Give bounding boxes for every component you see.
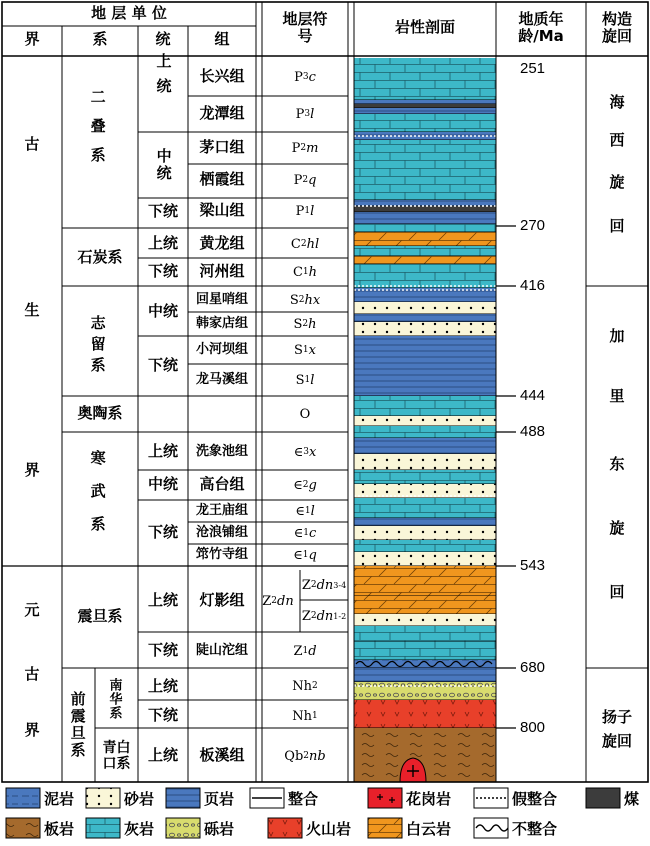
legend-label-shale: 页岩 <box>204 789 235 808</box>
series-c1: 下统 <box>147 262 178 281</box>
formation-changxing: 长兴组 <box>199 67 245 86</box>
litho-layer-cong <box>354 682 496 700</box>
system-cambrian: 寒武系 <box>88 449 107 549</box>
cycle-yangtze-line-2: 旋回 <box>601 732 632 751</box>
symbol-dengying-upper-member: Z 2 dn 3-4 <box>301 577 347 593</box>
litho-layer-shale <box>354 518 496 526</box>
erathem-paleozoic-char-1: 古 <box>24 135 40 154</box>
legend-swatch-unconformity <box>474 818 508 838</box>
litho-layer-lime <box>354 470 496 484</box>
age-label: 444 <box>520 387 546 404</box>
header-series: 统 <box>155 30 171 49</box>
litho-layer-sand <box>354 302 496 314</box>
legend-label-disconformity: 假整合 <box>512 789 558 808</box>
litho-layer-lime <box>354 58 496 100</box>
formation-huixingshao: 回星哨组 <box>195 291 248 307</box>
legend-swatch-mudstone <box>6 788 40 808</box>
header-formation: 组 <box>214 30 230 49</box>
series-s2: 中统 <box>147 302 178 321</box>
symbol-O: O <box>299 406 311 422</box>
age-label: 800 <box>520 719 546 736</box>
erathem-paleozoic-char-3: 界 <box>24 461 40 480</box>
formation-qixia: 栖霞组 <box>199 170 245 189</box>
series-p1: 下统 <box>147 202 178 221</box>
erathem-proterozoic-char-2: 古 <box>24 665 40 684</box>
cycle-caledonian-char-4: 旋 <box>609 519 625 538</box>
litho-layer-shale <box>354 212 496 224</box>
symbol-dengying: Z 2 dn <box>262 593 294 609</box>
formation-gaotai: 高台组 <box>199 475 245 494</box>
cycle-yangtze-line-1: 扬子 <box>601 708 632 727</box>
symbol-dengying-lower-member: Z 2 dn 1-2 <box>301 608 347 624</box>
symbol-茅口组: P 2 m <box>291 140 319 156</box>
litho-layer-volc <box>354 700 496 728</box>
cycle-hercynian-char-3: 旋 <box>609 173 625 192</box>
litho-layer-lime <box>354 498 496 518</box>
header-cycle: 构造旋回 <box>601 9 632 45</box>
cycle-caledonian-char-1: 加 <box>609 327 625 346</box>
litho-layer-lime <box>354 114 496 132</box>
formation-doushantuo: 陡山沱组 <box>195 642 248 658</box>
symbol-板溪组: Qb 2 nb <box>284 748 326 764</box>
formation-xixiangchi: 洗象池组 <box>195 443 248 459</box>
litho-layer-sand <box>354 526 496 540</box>
litho-layer-sand <box>354 614 496 626</box>
symbol-梁山组: P 1 l <box>295 203 315 219</box>
symbol-Nh2: Nh 2 <box>292 678 318 694</box>
litho-layer-dolo <box>354 232 496 246</box>
formation-maokou: 茅口组 <box>199 138 245 157</box>
symbol-沧浪铺组: ∈ 1 c <box>293 525 317 541</box>
litho-layer-shale <box>354 336 496 396</box>
legend-swatch-shale <box>166 788 200 808</box>
series-p3 <box>138 53 188 103</box>
system-sinian: 震旦系 <box>77 607 123 626</box>
legend-swatch-disconformity <box>474 788 508 808</box>
series-s1: 下统 <box>147 356 178 375</box>
formation-hezhou: 河州组 <box>199 262 245 281</box>
litho-layer-shale <box>354 314 496 322</box>
symbol-高台组: ∈ 2 g <box>293 477 317 493</box>
formation-canglangpu: 沧浪铺组 <box>195 524 248 540</box>
legend-swatch-conformity <box>250 788 284 808</box>
cycle-hercynian-char-1: 海 <box>609 93 625 112</box>
litho-layer-lime <box>354 264 496 288</box>
age-label: 543 <box>520 557 546 574</box>
legend-label-mudstone: 泥岩 <box>44 789 75 808</box>
cycle-caledonian-char-3: 东 <box>609 455 625 474</box>
legend-label-conglomerate: 砾岩 <box>204 819 235 838</box>
legend-label-limestone: 灰岩 <box>124 819 155 838</box>
system-permian: 二叠系 <box>88 88 107 176</box>
symbol-回星哨组: S 2 hx <box>289 292 321 308</box>
series-c2: 上统 <box>147 234 178 253</box>
age-label: 488 <box>520 423 546 440</box>
series-e2: 中统 <box>147 475 178 494</box>
symbol-筇竹寺组: ∈ 1 q <box>293 547 317 563</box>
litho-layer-shale <box>354 100 496 104</box>
symbol-河州组: C 1 h <box>292 264 318 280</box>
lithology-column <box>354 58 496 782</box>
legend-swatch-limestone <box>86 818 120 838</box>
series-e1: 下统 <box>147 523 178 542</box>
litho-layer-shale <box>354 438 496 454</box>
series-nh1: 下统 <box>147 706 178 725</box>
legend-swatch-dolomite <box>368 818 402 838</box>
age-label: 270 <box>520 217 546 234</box>
litho-layer-sand <box>354 454 496 470</box>
system-silurian: 志留系 <box>88 314 107 378</box>
legend-label-conformity: 整合 <box>288 789 319 808</box>
legend-label-volcanic: 火山岩 <box>306 819 352 838</box>
symbol-龙王庙组: ∈ 1 l <box>295 503 315 519</box>
symbol-黄龙组: C 2 hl <box>290 236 320 252</box>
legend-label-granite: 花岗岩 <box>406 789 452 808</box>
litho-layer-lime <box>354 426 496 438</box>
litho-layer-lime <box>354 540 496 552</box>
series-z1: 下统 <box>147 641 178 660</box>
legend-swatch-granite <box>368 788 402 808</box>
series-qb2: 上统 <box>147 746 178 765</box>
series-p3-label: 上统 <box>154 53 173 103</box>
symbol-长兴组: P 3 c <box>294 69 316 85</box>
formation-longwangmiao: 龙王庙组 <box>195 502 248 518</box>
series-z2: 上统 <box>147 591 178 610</box>
erathem-proterozoic-char-1: 元 <box>24 601 40 620</box>
cycle-hercynian-char-4: 回 <box>609 217 625 236</box>
formation-qiongzhusi: 筇竹寺组 <box>195 546 248 562</box>
litho-layer-lime <box>354 626 496 642</box>
cycle-caledonian-char-5: 回 <box>609 583 625 602</box>
cycle-hercynian-char-2: 西 <box>609 131 625 150</box>
litho-layer-lime <box>354 224 496 232</box>
symbol-龙潭组: P 3 l <box>295 106 315 122</box>
formation-huanglong: 黄龙组 <box>199 234 245 253</box>
symbol-小河坝组: S 1 x <box>294 342 316 358</box>
symbol-Nh1: Nh 1 <box>292 708 318 724</box>
formation-xiaoheba: 小河坝组 <box>195 341 248 357</box>
series-p2-label: 中统 <box>154 148 173 182</box>
formation-banxi: 板溪组 <box>199 746 245 765</box>
formation-liangshan: 梁山组 <box>199 201 245 220</box>
system-ordovician: 奥陶系 <box>77 404 123 423</box>
litho-layer-dolo <box>354 566 496 596</box>
formation-hanjiadian: 韩家店组 <box>195 315 248 331</box>
legend-label-unconformity: 不整合 <box>512 819 558 838</box>
legend-swatch-sandstone <box>86 788 120 808</box>
system-qingbaikou: 青白口系 <box>102 739 131 772</box>
legend-swatch-conglomerate <box>166 818 200 838</box>
symbol-栖霞组: P 2 q <box>293 172 317 188</box>
legend-swatch-slate <box>6 818 40 838</box>
erathem-proterozoic-char-3: 界 <box>24 721 40 740</box>
symbol-洗象池组: ∈ 3 x <box>293 444 317 460</box>
litho-layer-shale <box>354 200 496 206</box>
litho-layer-shale <box>354 668 496 682</box>
erathem-paleozoic-char-2: 生 <box>24 301 40 320</box>
age-label: 680 <box>520 659 546 676</box>
litho-layer-dolo <box>354 596 496 614</box>
legend-swatch-coal <box>586 788 620 808</box>
header-erathem: 界 <box>24 30 40 49</box>
header-age: 地质年龄/Ma <box>518 9 564 45</box>
symbol-韩家店组: S 2 h <box>293 316 317 332</box>
age-ticks <box>496 226 516 728</box>
symbol-陡山沱组: Z 1 d <box>293 643 317 659</box>
age-label: 416 <box>520 277 546 294</box>
formation-longmaxi: 龙马溪组 <box>195 371 248 387</box>
legend-label-dolomite: 白云岩 <box>406 819 452 838</box>
litho-layer-sand <box>354 416 496 426</box>
header-system: 系 <box>92 30 108 49</box>
header-symbol: 地层符号 <box>282 9 328 45</box>
age-label: 251 <box>520 60 546 77</box>
legend-swatch-volcanic <box>268 818 302 838</box>
litho-layer-lime <box>354 140 496 200</box>
litho-layer-sand <box>354 322 496 336</box>
system-carboniferous: 石炭系 <box>77 248 123 267</box>
system-pre-sinian: 前震旦系 <box>68 691 87 759</box>
header-stratigraphic-unit: 地 层 单 位 <box>91 4 167 23</box>
symbol-龙马溪组: S 1 l <box>295 372 315 388</box>
formation-dengying: 灯影组 <box>199 591 245 610</box>
litho-layer-coal <box>354 206 496 212</box>
litho-layer-shale <box>354 108 496 114</box>
series-p2 <box>138 132 188 198</box>
series-nh2: 上统 <box>147 677 178 696</box>
header-lithology: 岩性剖面 <box>394 18 455 37</box>
litho-layer-coal <box>354 104 496 108</box>
series-e3: 上统 <box>147 442 178 461</box>
litho-layer-dolo <box>354 256 496 264</box>
litho-layer-sand <box>354 552 496 566</box>
cycle-caledonian-char-2: 里 <box>609 387 625 406</box>
litho-layer-lime <box>354 396 496 416</box>
litho-layer-lime <box>354 246 496 256</box>
legend-label-coal: 煤 <box>624 789 640 808</box>
system-nanhua: 南华系 <box>106 678 122 720</box>
formation-longtan: 龙潭组 <box>199 104 245 123</box>
legend-label-slate: 板岩 <box>44 819 75 838</box>
legend-label-sandstone: 砂岩 <box>124 789 155 808</box>
litho-layer-lime <box>354 642 496 660</box>
